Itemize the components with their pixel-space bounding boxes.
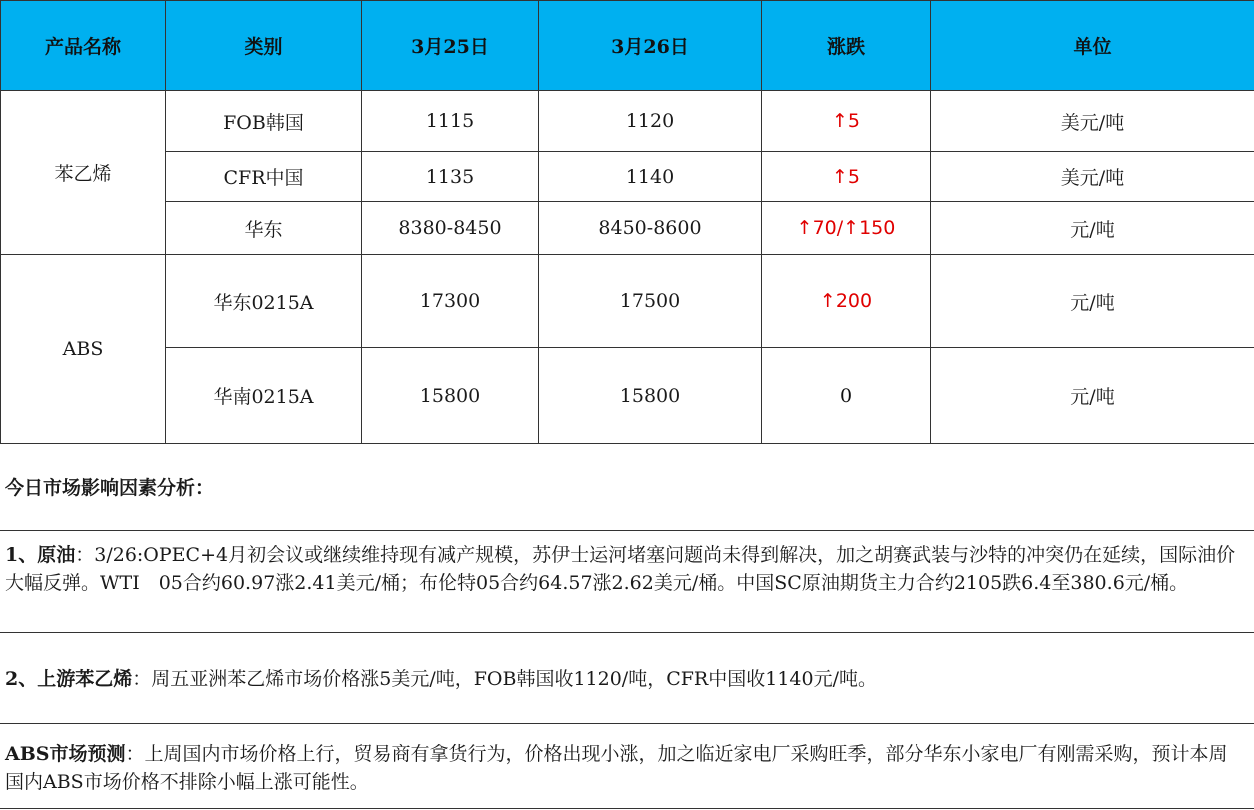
category-cell: CFR中国 (166, 152, 362, 202)
price-cell: 15800 (539, 348, 762, 444)
unit-cell: 美元/吨 (931, 91, 1254, 152)
change-cell: ↑5 (762, 152, 931, 202)
styrene-paragraph (5, 665, 1245, 693)
header-category: 类别 (166, 1, 362, 91)
divider (0, 808, 1254, 809)
table-row (1, 202, 1254, 255)
header-unit: 单位 (931, 1, 1254, 91)
category-cell: 华东0215A (166, 255, 362, 348)
category-cell: 华南0215A (166, 348, 362, 444)
styrene-label: 2、上游苯乙烯 (5, 668, 133, 690)
abs-label: ABS市场预测 (5, 743, 126, 765)
table-row (1, 348, 1254, 444)
price-cell: 17500 (539, 255, 762, 348)
price-cell: 1115 (362, 91, 539, 152)
styrene-text: ：周五亚洲苯乙烯市场价格涨5美元/吨，FOB韩国收1120/吨，CFR中国收1140元/吨。 (132, 668, 877, 690)
abs-text: ：上周国内市场价格上行，贸易商有拿货行为，价格出现小涨，加之临近家电厂采购旺季，部分华东小家电厂有刚需采购，预计本周国内ABS市场价格不排除小幅上涨可能性。 (5, 743, 1228, 793)
header-row (1, 1, 1254, 91)
crude-paragraph (5, 541, 1245, 597)
price-cell: 15800 (362, 348, 539, 444)
header-date2: 3月26日 (539, 1, 762, 91)
unit-cell: 元/吨 (931, 348, 1254, 444)
abs-forecast-paragraph (5, 740, 1245, 796)
divider (0, 723, 1254, 724)
change-cell: 0 (762, 348, 931, 444)
crude-text: ：3/26:OPEC+4月初会议或继续维持现有减产规模，苏伊士运河堵塞问题尚未得到解决，加之胡赛武装与沙特的冲突仍在延续，国际油价大幅反弹。WTI 05合约60.97涨2.41美元/桶；布伦特05合约64.57涨2.62美元/桶。中国SC原油期货主力合约2105跌6.4至380.6元/桶。 (5, 544, 1236, 594)
price-cell: 8450-8600 (539, 202, 762, 255)
unit-cell: 元/吨 (931, 202, 1254, 255)
header-date1: 3月25日 (362, 1, 539, 91)
product-cell: 苯乙烯 (1, 91, 166, 255)
divider (0, 530, 1254, 531)
price-cell: 1140 (539, 152, 762, 202)
change-cell: ↑5 (762, 91, 931, 152)
product-cell: ABS (1, 255, 166, 444)
table-row (1, 152, 1254, 202)
price-cell: 1120 (539, 91, 762, 152)
change-cell: ↑200 (762, 255, 931, 348)
unit-cell: 元/吨 (931, 255, 1254, 348)
header-change: 涨跌 (762, 1, 931, 91)
header-product: 产品名称 (1, 1, 166, 91)
table-row (1, 255, 1254, 348)
table-row (1, 91, 1254, 152)
analysis-title: 今日市场影响因素分析： (5, 477, 215, 499)
price-cell: 1135 (362, 152, 539, 202)
category-cell: FOB韩国 (166, 91, 362, 152)
unit-cell: 美元/吨 (931, 152, 1254, 202)
price-cell: 8380-8450 (362, 202, 539, 255)
change-cell: ↑70/↑150 (762, 202, 931, 255)
price-cell: 17300 (362, 255, 539, 348)
crude-label: 1、原油 (5, 544, 76, 566)
category-cell: 华东 (166, 202, 362, 255)
divider (0, 632, 1254, 633)
